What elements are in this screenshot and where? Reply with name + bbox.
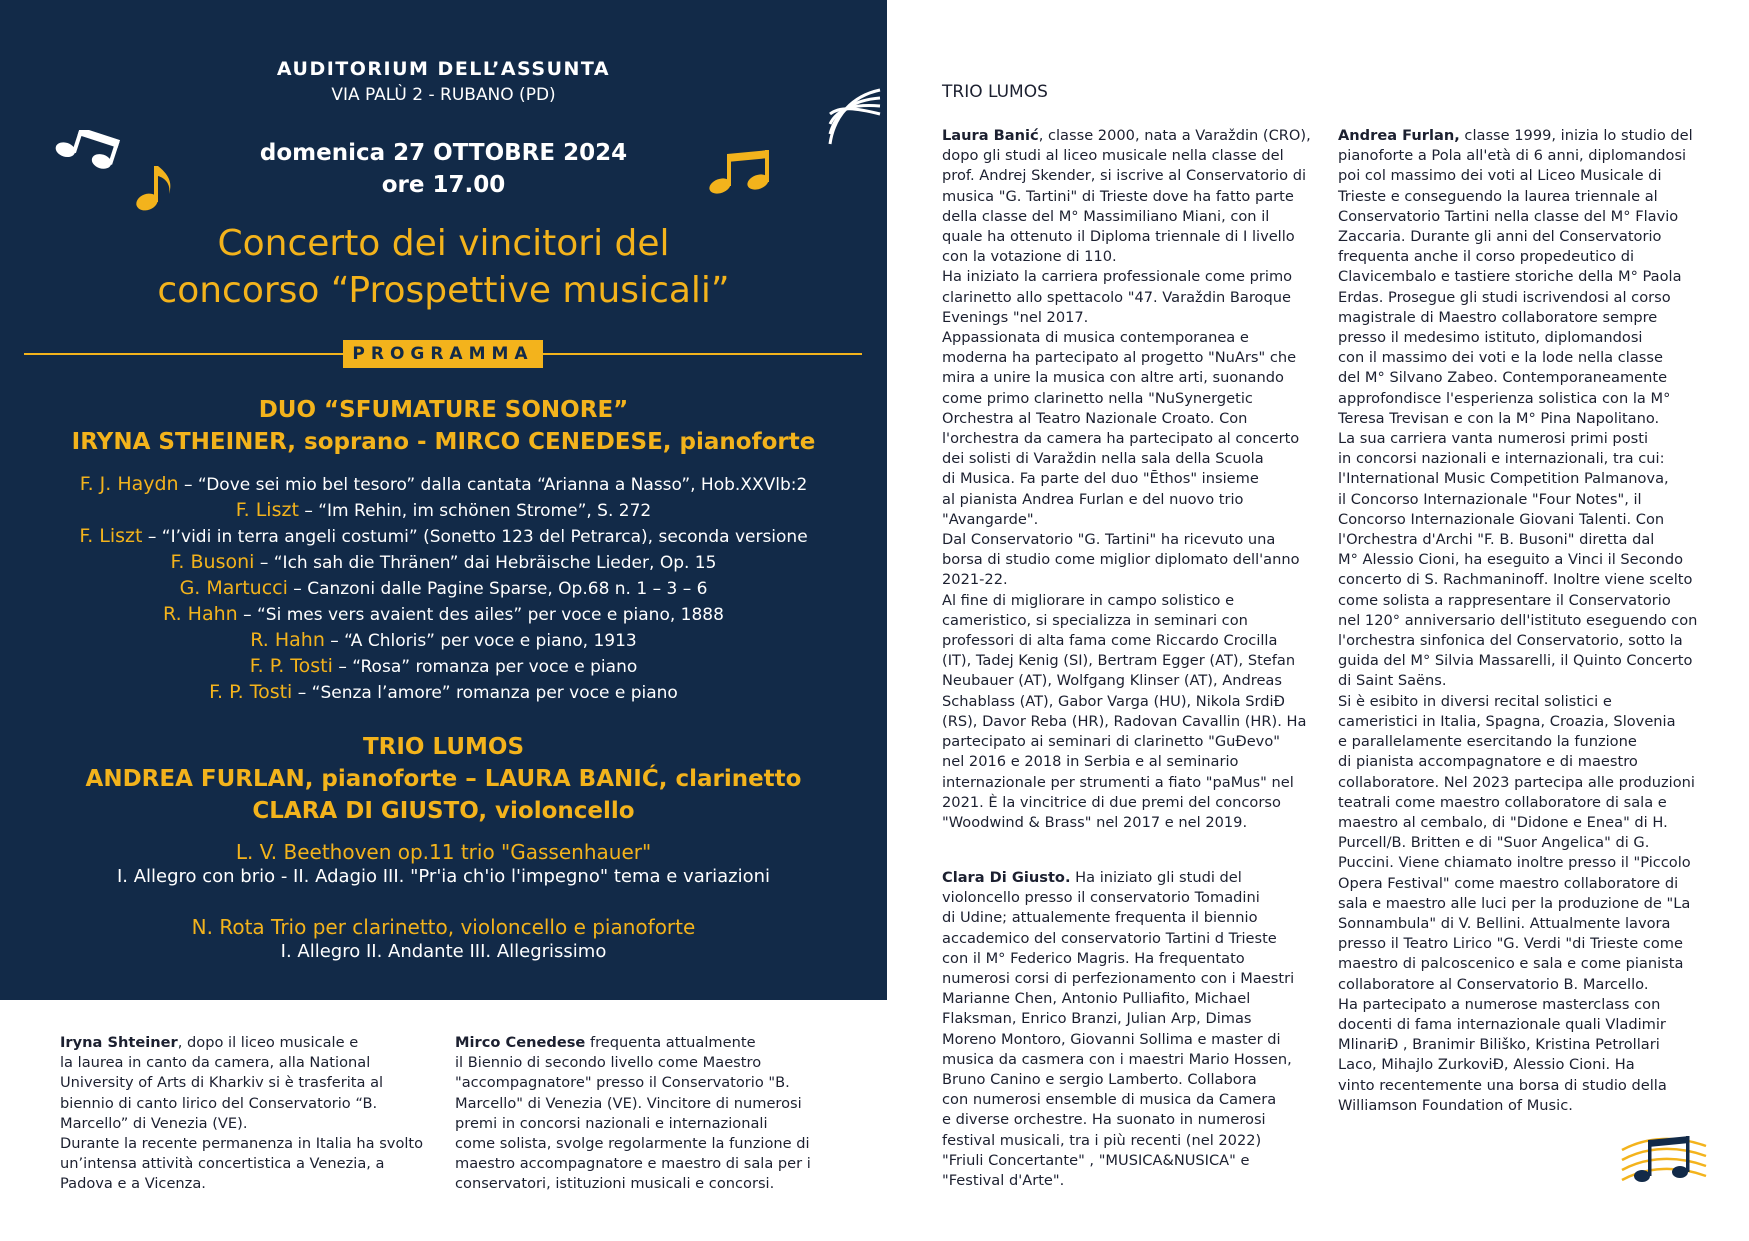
bio-line: University of Arts di Kharkiv si è trasferita al [60,1074,384,1092]
bio-line: maestro accompagnatore e maestro di sala per i [455,1155,811,1173]
bio-line: Moreno Montoro, Giovanni Sollima e master di [942,1030,1281,1048]
composer-name: F. Liszt [79,525,143,547]
bio-name: Andrea Furlan, [1338,127,1460,144]
work-title: – “I’vidi in terra angeli costumi” (Sonetto 123 del Petrarca), seconda versione [142,527,808,547]
bio-line: un’intensa attività concertistica a Venezia, a [60,1155,385,1173]
trio-name: TRIO LUMOS [362,734,525,760]
bio-line: la laurea in canto da camera, alla National [60,1054,371,1072]
bio-line: Ha partecipato a numerose masterclass con [1338,995,1661,1013]
bio-line: MlinariĐ , Branimir Biliško, Kristina Petrollari [1338,1036,1660,1054]
trio-performers-1: ANDREA FURLAN, pianoforte – LAURA BANIĆ, clarinetto [85,766,802,792]
bio-line: Williamson Foundation of Music. [1338,1096,1573,1114]
bio-line: mira a unire la musica con altre arti, suonando [942,369,1284,387]
bio-line: "Friuli Concertante" , "MUSICA&NUSICA" e [942,1151,1250,1169]
bio-di-giusto [942,868,1332,1191]
composer-name: R. Hahn [250,629,325,651]
bio-name: Iryna Shteiner [60,1034,178,1051]
programme-label: PROGRAMMA [343,340,543,368]
bio-line: come primo clarinetto nella "NuSynergetic [942,389,1253,407]
title-line-2: concorso “Prospettive musicali” [157,270,730,311]
bio-line: con il M° Federico Magris. Ha frequentato [942,949,1245,967]
bio-line: Zaccaria. Durante gli anni del Conservatorio [1338,228,1662,246]
programme-item [0,603,887,625]
bio-line: pianoforte a Pola all'età di 6 anni, diplomandosi [1338,147,1687,165]
duo-performers: IRYNA STHEINER, soprano - MIRCO CENEDESE, pianoforte [71,429,816,455]
bio-line: festival musicali, tra i più recenti (nel 2022) [942,1131,1262,1149]
bio-line: cameristico, si specializza in seminari con [942,611,1248,629]
bio-line: l'orchestra sinfonica del Conservatorio, sotto la [1338,632,1683,650]
bio-line: dei solisti di Varaždin nella sala della Scuola [942,450,1264,468]
bio-line: e parallelamente esercitando la funzione [1338,733,1637,751]
bio-line: di Udine; attualemente frequenta il biennio [942,909,1258,927]
bio-line: premi in concorsi nazionali e internazionali [455,1114,768,1132]
bio-line: (IT), Tadej Kenig (SI), Bertram Egger (AT), Stefan [942,652,1296,670]
bio-line: cameristici in Italia, Spagna, Croazia, Slovenia [1338,712,1676,730]
composer-name: F. J. Haydn [79,473,179,495]
bio-line: Al fine di migliorare in campo solistico e [942,591,1235,609]
bio-line: classe 1999, inizia lo studio del [1459,127,1693,144]
bio-line: M° Alessio Cioni, ha eseguito a Vinci il Secondo [1338,551,1684,569]
bio-line: Laco, Mihajlo ZurkoviĐ, Alessio Cioni. Ha [1338,1056,1635,1074]
bio-line: nel 120° anniversario dell'istituto eseguendo con [1338,611,1698,629]
bio-line: 2021-22. [942,571,1008,589]
programme-item [0,655,887,677]
bio-line: come solista, svolge regolarmente la funzione di [455,1135,810,1153]
bio-line: prof. Andrej Skender, si iscrive al Conservatorio di [942,167,1307,185]
programme-item [0,473,887,495]
bio-line: "Woodwind & Brass" nel 2017 e nel 2019. [942,813,1248,831]
gold-beamed-notes-icon [706,148,786,196]
bio-line: presso il Teatro Lirico "G. Verdi "di Trieste come [1338,935,1683,953]
bio-line: collaboratore. Nel 2023 partecipa alle produzioni [1338,773,1695,791]
bio-name: Laura Banić [942,127,1039,144]
bio-line: poi col massimo dei voti al Liceo Musicale di [1338,167,1662,185]
bio-line: nel 2016 e 2018 in Serbia e al seminario [942,753,1239,771]
bio-line: frequenta attualmente [585,1034,756,1051]
bio-line: Ha iniziato gli studi del [1070,869,1242,886]
bio-line: di Saint Saëns. [1338,672,1447,690]
bio-line: Orchestra al Teatro Nazionale Croato. Con [942,409,1248,427]
bio-line: Ha iniziato la carriera professionale come primo [942,268,1293,286]
bio-line: Evenings "nel 2017. [942,308,1089,326]
bio-line: partecipato ai seminari di clarinetto "GuĐevo" [942,733,1280,751]
bio-line: con numerosi ensemble di musica da Camera [942,1091,1277,1109]
bio-line: Appassionata di musica contemporanea e [942,329,1249,347]
work-title: – “Senza l’amore” romanza per voce e piano [292,683,678,703]
bio-line: Padova e a Vicenza. [60,1175,206,1193]
rota-work-title: N. Rota Trio per clarinetto, violoncello e pianoforte [191,915,696,939]
bio-line: il Concorso Internazionale "Four Notes", il [1338,490,1642,508]
programme-item [0,577,887,599]
bio-line: quale ha ottenuto il Diploma triennale di I livello [942,228,1295,246]
bio-line: Purcell/B. Britten e di "Suor Angelica" di G. [1338,834,1650,852]
program-panel [0,0,887,1000]
bio-line: del M° Silvano Zabeo. Contemporaneamente [1338,369,1668,387]
bio-line: Teresa Trevisan e con la M° Pina Napolitano. [1338,409,1660,427]
bio-line: Neubauer (AT), Wolfgang Klinser (AT), Andreas [942,672,1282,690]
bio-line: (RS), Davor Reba (HR), Radovan Cavallin (HR). Ha [942,712,1307,730]
work-title: – Canzoni dalle Pagine Sparse, Op.68 n. 1 – 3 – 6 [287,579,708,599]
bio-line: Erdas. Prosegue gli studi iscrivendosi al corso [1338,288,1671,306]
bio-furlan [1338,126,1738,1116]
programme-item [0,629,887,651]
bio-line: Durante la recente permanenza in Italia ha svolto [60,1135,424,1153]
work-title: – “Rosa” romanza per voce e piano [332,657,638,677]
bio-line: come solista a rappresentare il Conservatorio [1338,591,1671,609]
bio-line: maestro al cembalo, di "Didone e Enea" di H. [1338,813,1668,831]
bio-shteiner [60,1033,450,1195]
bio-line: Marcello" di Venezia (VE). Vincitore di numerosi [455,1094,802,1112]
bio-line: il Biennio di secondo livello come Maestro [455,1054,762,1072]
bio-line: in concorsi nazionali e internazionali, tra cui: [1338,450,1665,468]
composer-name: F. P. Tosti [209,681,293,703]
composer-name: F. P. Tosti [249,655,333,677]
title-line-1: Concerto dei vincitori del [217,223,670,264]
bio-line: "Avangarde". [942,510,1039,528]
rota-movements: I. Allegro II. Andante III. Allegrissimo [280,941,607,962]
bio-line: biennio di canto lirico del Conservatorio “B. [60,1094,378,1112]
bio-line: concerto di S. Rachmaninoff. Inoltre viene scelto [1338,571,1693,589]
work-title: – “Si mes vers avaient des ailes” per voce e piano, 1888 [237,605,724,625]
composer-name: F. Liszt [235,499,299,521]
bio-line: di Musica. Fa parte del duo "Ēthos" insieme [942,470,1259,488]
programme-item [0,551,887,573]
bio-line: presso il medesimo istituto, diplomandosi [1338,329,1643,347]
bio-line: numerosi corsi di perfezionamento con i Maestri [942,970,1295,988]
bio-line: Schablass (AT), Gabor Varga (HU), Nikola SrdiĐ [942,692,1285,710]
work-title: – “Ich sah die Thränen” dai Hebräische Lieder, Op. 15 [254,553,717,573]
bio-line: Bruno Canino e sergio Lamberto. Collabora [942,1071,1257,1089]
bio-line: "accompagnatore" presso il Conservatorio "B. [455,1074,790,1092]
bio-line: maestro di palcoscenico e sala e come pianista [1338,955,1684,973]
bio-line: Concorso Internazionale Giovani Talenti. Con [1338,510,1665,528]
bio-line: con il massimo dei voti e la lode nella classe [1338,349,1663,367]
bio-line: borsa di studio come miglior diplomato dell'anno [942,551,1300,569]
bio-line: conservatori, istituzioni musicali e concorsi. [455,1175,775,1193]
bio-line: sala e maestro alle luci per la produzione de "La [1338,894,1691,912]
bio-line: Si è esibito in diversi recital solistici e [1338,692,1612,710]
bio-line: Flaksman, Enrico Branzi, Julian Arp, Dimas [942,1010,1252,1028]
bio-line: dopo gli studi al liceo musicale nella classe del [942,147,1284,165]
white-beamed-notes-icon [52,130,132,175]
bio-line: musica da casmera con i maestri Mario Hossen, [942,1050,1292,1068]
bio-line: della classe del M° Massimiliano Miani, con il [942,207,1270,225]
bio-line: con la votazione di 110. [942,248,1117,266]
composer-name: F. Busoni [170,551,255,573]
bio-line: professori di alta fama come Riccardo Crocilla [942,632,1278,650]
programme-item [0,681,887,703]
concert-date: domenica 27 OTTOBRE 2024 [259,140,628,166]
bio-line: Sonnambula" di V. Bellini. Attualmente lavora [1338,914,1671,932]
beethoven-work-title: L. V. Beethoven op.11 trio "Gassenhauer" [235,840,652,864]
bio-line: Conservatorio Tartini nella classe del M° Flavio [1338,207,1679,225]
work-title: – “A Chloris” per voce e piano, 1913 [324,631,637,651]
composer-name: G. Martucci [179,577,288,599]
concert-time: ore 17.00 [381,172,506,198]
bio-line: collaboratore al Conservatorio B. Marcello. [1338,975,1649,993]
bio-line: Clavicembalo e tastiere storiche della M° Paola [1338,268,1682,286]
bio-banic [942,126,1332,833]
bio-line: Trieste e conseguendo la laurea triennale al [1338,187,1658,205]
bio-line: l'Orchestra d'Archi "F. B. Busoni" diretta dal [1338,531,1655,549]
bio-line: violoncello presso il conservatorio Tomadini [942,889,1260,907]
bio-line: l'International Music Competition Palmanova, [1338,470,1669,488]
bio-line: frequenta anche il corso propedeutico di [1338,248,1635,266]
bio-line: magistrale di Maestro collaboratore sempre [1338,308,1658,326]
bio-line: , dopo il liceo musicale e [177,1034,359,1051]
bio-line: teatrali come maestro collaboratore di sala e [1338,793,1667,811]
venue-name: AUDITORIUM DELL’ASSUNTA [276,58,611,80]
bio-line: l'orchestra da camera ha partecipato al concerto [942,430,1300,448]
work-title: – “Dove sei mio bel tesoro” dalla cantata “Arianna a Nasso”, Hob.XXVlb:2 [178,475,808,495]
bio-line: internazionale per strumenti a fiato "paMus" nel [942,773,1294,791]
programme-item [0,525,887,547]
bio-line: Opera Festival" come maestro collaboratore di [1338,874,1679,892]
programme-item [0,499,887,521]
bio-line: Marianne Chen, Antonio Pulliafito, Michael [942,990,1251,1008]
bio-name: Mirco Cenedese [455,1034,586,1051]
bio-line: di pianista accompagnatore e di maestro [1338,753,1638,771]
bio-line: La sua carriera vanta numerosi primi posti [1338,430,1649,448]
bio-line: guida del M° Silvia Massarelli, il Quinto Concerto [1338,652,1693,670]
concert-title [0,220,887,314]
gold-staff-notes-icon [1618,1130,1708,1192]
duo-name: DUO “SFUMATURE SONORE” [258,397,629,423]
bio-line: clarinetto allo spettacolo "47. Varaždin Baroque [942,288,1291,306]
right-heading: TRIO LUMOS [942,82,1048,102]
gold-music-note-icon [133,160,183,215]
bio-name: Clara Di Giusto. [942,869,1071,886]
beethoven-movements: I. Allegro con brio - II. Adagio III. "Pr'ia ch'io l'impegno" tema e variazioni [116,866,771,887]
trio-performers-2: CLARA DI GIUSTO, violoncello [252,798,635,824]
bio-line: "Festival d'Arte". [942,1172,1065,1190]
bio-line: musica "G. Tartini" di Trieste dove ha fatto parte [942,187,1294,205]
work-title: – “Im Rehin, im schönen Strome”, S. 272 [298,501,652,521]
bio-line: Marcello” di Venezia (VE). [60,1114,248,1132]
bio-line: docenti di fama internazionale quali Vladimir [1338,1015,1666,1033]
bio-line: moderna ha partecipato al progetto "NuArs" che [942,349,1297,367]
composer-name: R. Hahn [163,603,238,625]
venue-address: VIA PALÙ 2 - RUBANO (PD) [331,85,556,105]
bio-line: Puccini. Viene chiamato inoltre presso il "Piccolo [1338,854,1691,872]
bio-line: , classe 2000, nata a Varaždin (CRO), [1038,127,1311,144]
bio-cenedese [455,1033,845,1195]
bio-line: Dal Conservatorio "G. Tartini" ha ricevuto una [942,531,1276,549]
staff-lines-icon [826,86,882,146]
bio-line: vinto recentemente una borsa di studio della [1338,1076,1667,1094]
bio-line: accademico del conservatorio Tartini d Trieste [942,929,1277,947]
bio-line: approfondisce l'esperienza solistica con la M° [1338,389,1671,407]
bio-line: 2021. È la vincitrice di due premi del concorso [942,793,1281,811]
bio-line: e diverse orchestre. Ha suonato in numerosi [942,1111,1266,1129]
bio-line: al pianista Andrea Furlan e del nuovo trio [942,490,1244,508]
